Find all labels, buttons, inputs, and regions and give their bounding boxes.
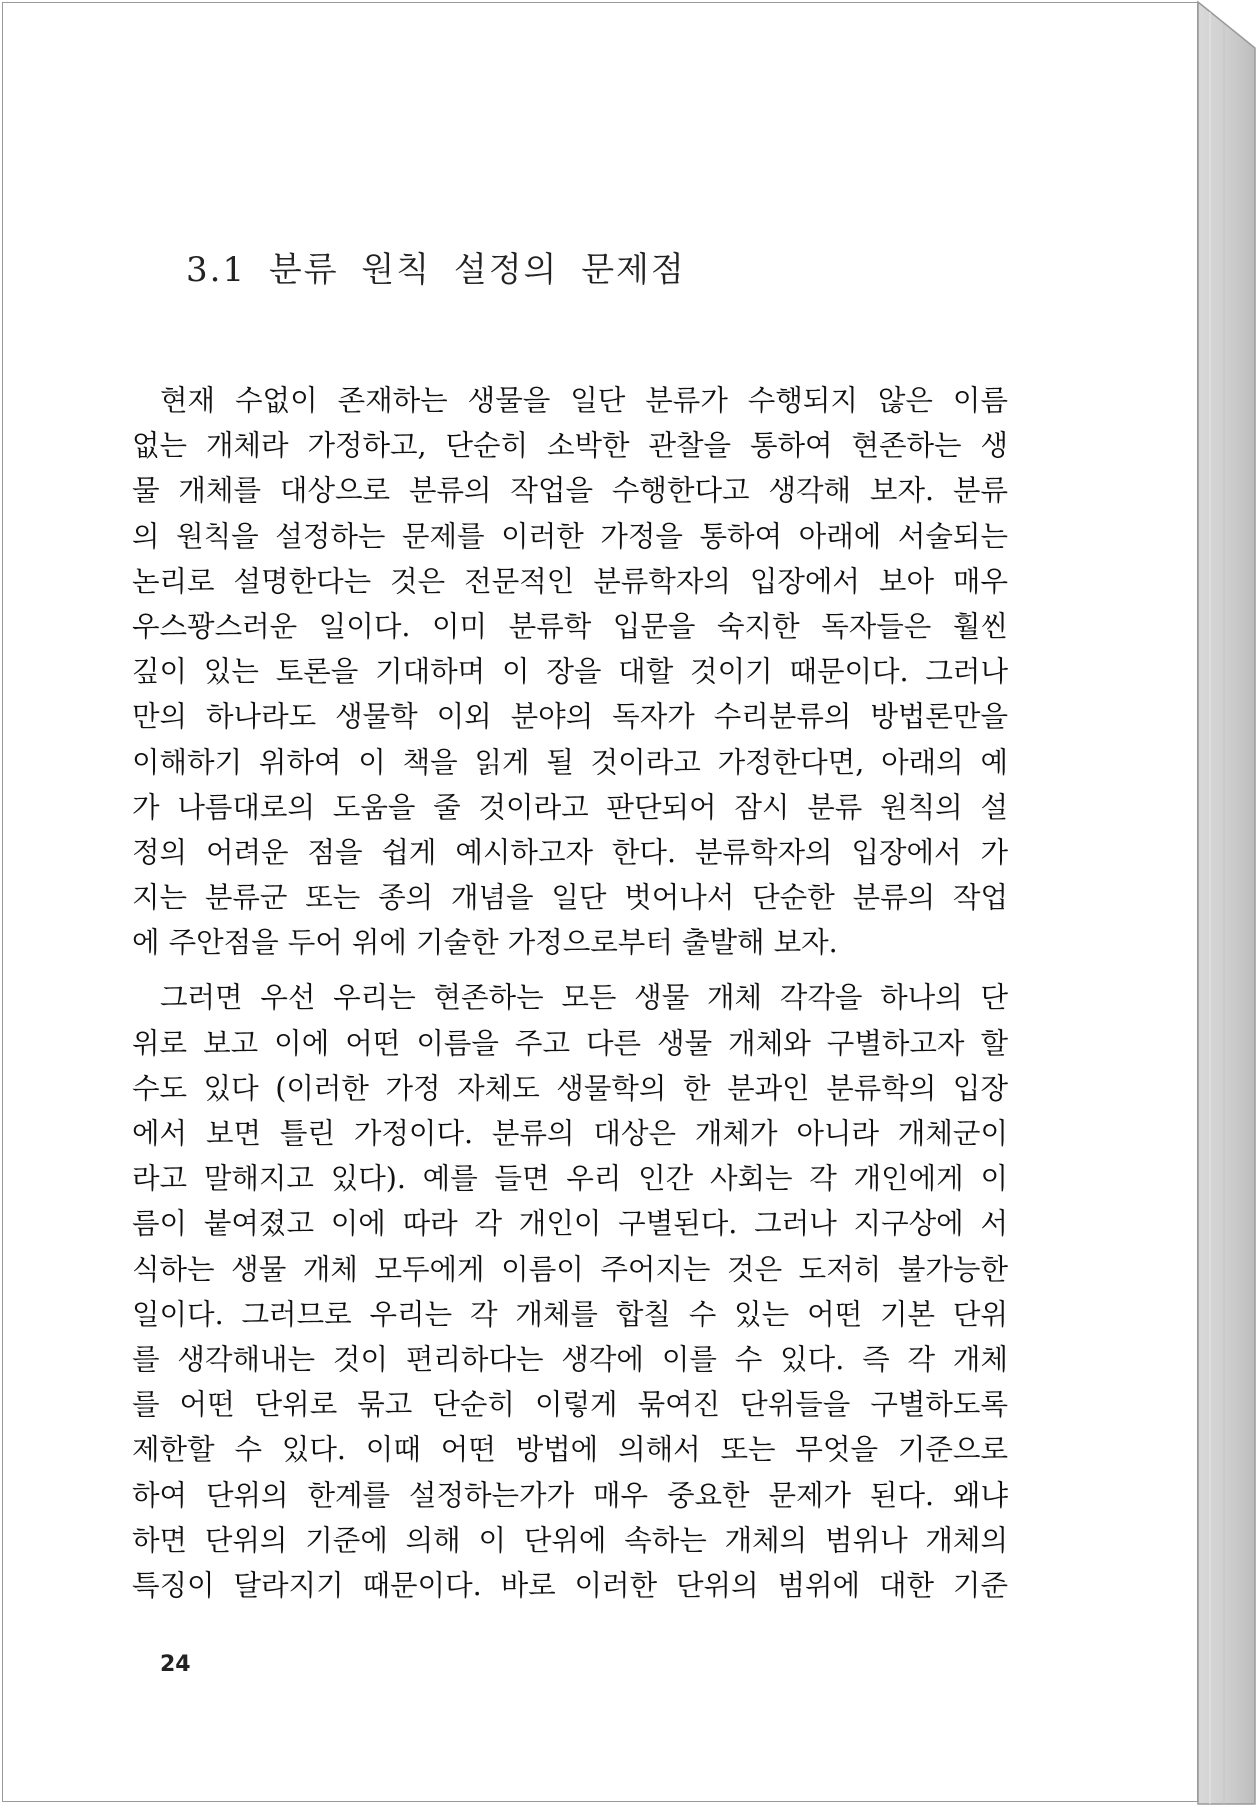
paragraph-gap (132, 965, 1008, 975)
text-line: 식하는 생물 개체 모두에게 이름이 주어지는 것은 도저히 불가능한 (132, 1252, 1008, 1286)
text-line: 깊이 있는 토론을 기대하며 이 장을 대할 것이기 때문이다. 그러나 (132, 655, 1008, 689)
text-line: 없는 개체라 가정하고, 단순히 소박한 관찰을 통하여 현존하는 생 (132, 429, 1008, 463)
text-line: 논리로 설명한다는 것은 전문적인 분류학자의 입장에서 보아 매우 (132, 564, 1008, 598)
text-line: 제한할 수 있다. 이때 어떤 방법에 의해서 또는 무엇을 기준으로 (132, 1433, 1008, 1467)
text-line: 라고 말해지고 있다). 예를 들면 우리 인간 사회는 각 개인에게 이 (132, 1162, 1008, 1196)
page-number: 24 (160, 1652, 191, 1677)
text-line: 를 어떤 단위로 묶고 단순히 이렇게 묶여진 단위들을 구별하도록 (132, 1388, 1008, 1422)
text-line: 물 개체를 대상으로 분류의 작업을 수행한다고 생각해 보자. 분류 (132, 474, 1008, 508)
text-line: 우스꽝스러운 일이다. 이미 분류학 입문을 숙지한 독자들은 훨씬 (132, 609, 1008, 643)
text-line: 하면 단위의 기준에 의해 이 단위에 속하는 개체의 범위나 개체의 (132, 1523, 1008, 1557)
text-line: 만의 하나라도 생물학 이외 분야의 독자가 수리분류의 방법론만을 (132, 700, 1008, 734)
text-line: 름이 붙여졌고 이에 따라 각 개인이 구별된다. 그러나 지구상에 서 (132, 1207, 1008, 1241)
body-text (132, 378, 1008, 1608)
text-line: 수도 있다 (이러한 가정 자체도 생물학의 한 분과인 분류학의 입장 (132, 1071, 1008, 1105)
paragraph-2 (132, 975, 1008, 1608)
text-line: 지는 분류군 또는 종의 개념을 일단 벗어나서 단순한 분류의 작업 (132, 881, 1008, 915)
paragraph-1 (132, 378, 1008, 965)
text-line: 현재 수없이 존재하는 생물을 일단 분류가 수행되지 않은 이름 (160, 384, 1008, 417)
text-line: 위로 보고 이에 어떤 이름을 주고 다른 생물 개체와 구별하고자 할 (132, 1026, 1008, 1060)
text-line: 하여 단위의 한계를 설정하는가가 매우 중요한 문제가 된다. 왜냐 (132, 1478, 1008, 1512)
text-line: 일이다. 그러므로 우리는 각 개체를 합칠 수 있는 어떤 기본 단위 (132, 1297, 1008, 1331)
text-line: 그러면 우선 우리는 현존하는 모든 생물 개체 각각을 하나의 단 (160, 981, 1008, 1015)
text-line: 특징이 달라지기 때문이다. 바로 이러한 단위의 범위에 대한 기준 (132, 1568, 1008, 1602)
text-line: 의 원칙을 설정하는 문제를 이러한 가정을 통하여 아래에 서술되는 (132, 519, 1008, 553)
text-line: 이해하기 위하여 이 책을 읽게 될 것이라고 가정한다면, 아래의 예 (132, 745, 1008, 779)
text-line: 정의 어려운 점을 쉽게 예시하고자 한다. 분류학자의 입장에서 가 (132, 835, 1008, 869)
text-line: 에서 보면 틀린 가정이다. 분류의 대상은 개체가 아니라 개체군이 (132, 1117, 1008, 1150)
text-line: 에 주안점을 두어 위에 기술한 가정으로부터 출발해 보자. (132, 926, 838, 960)
section-heading: 3.1 분류 원칙 설정의 문제점 (186, 250, 686, 290)
text-line: 가 나름대로의 도움을 줄 것이라고 판단되어 잠시 분류 원칙의 설 (132, 790, 1008, 824)
text-line: 를 생각해내는 것이 편리하다는 생각에 이를 수 있다. 즉 각 개체 (132, 1342, 1008, 1376)
